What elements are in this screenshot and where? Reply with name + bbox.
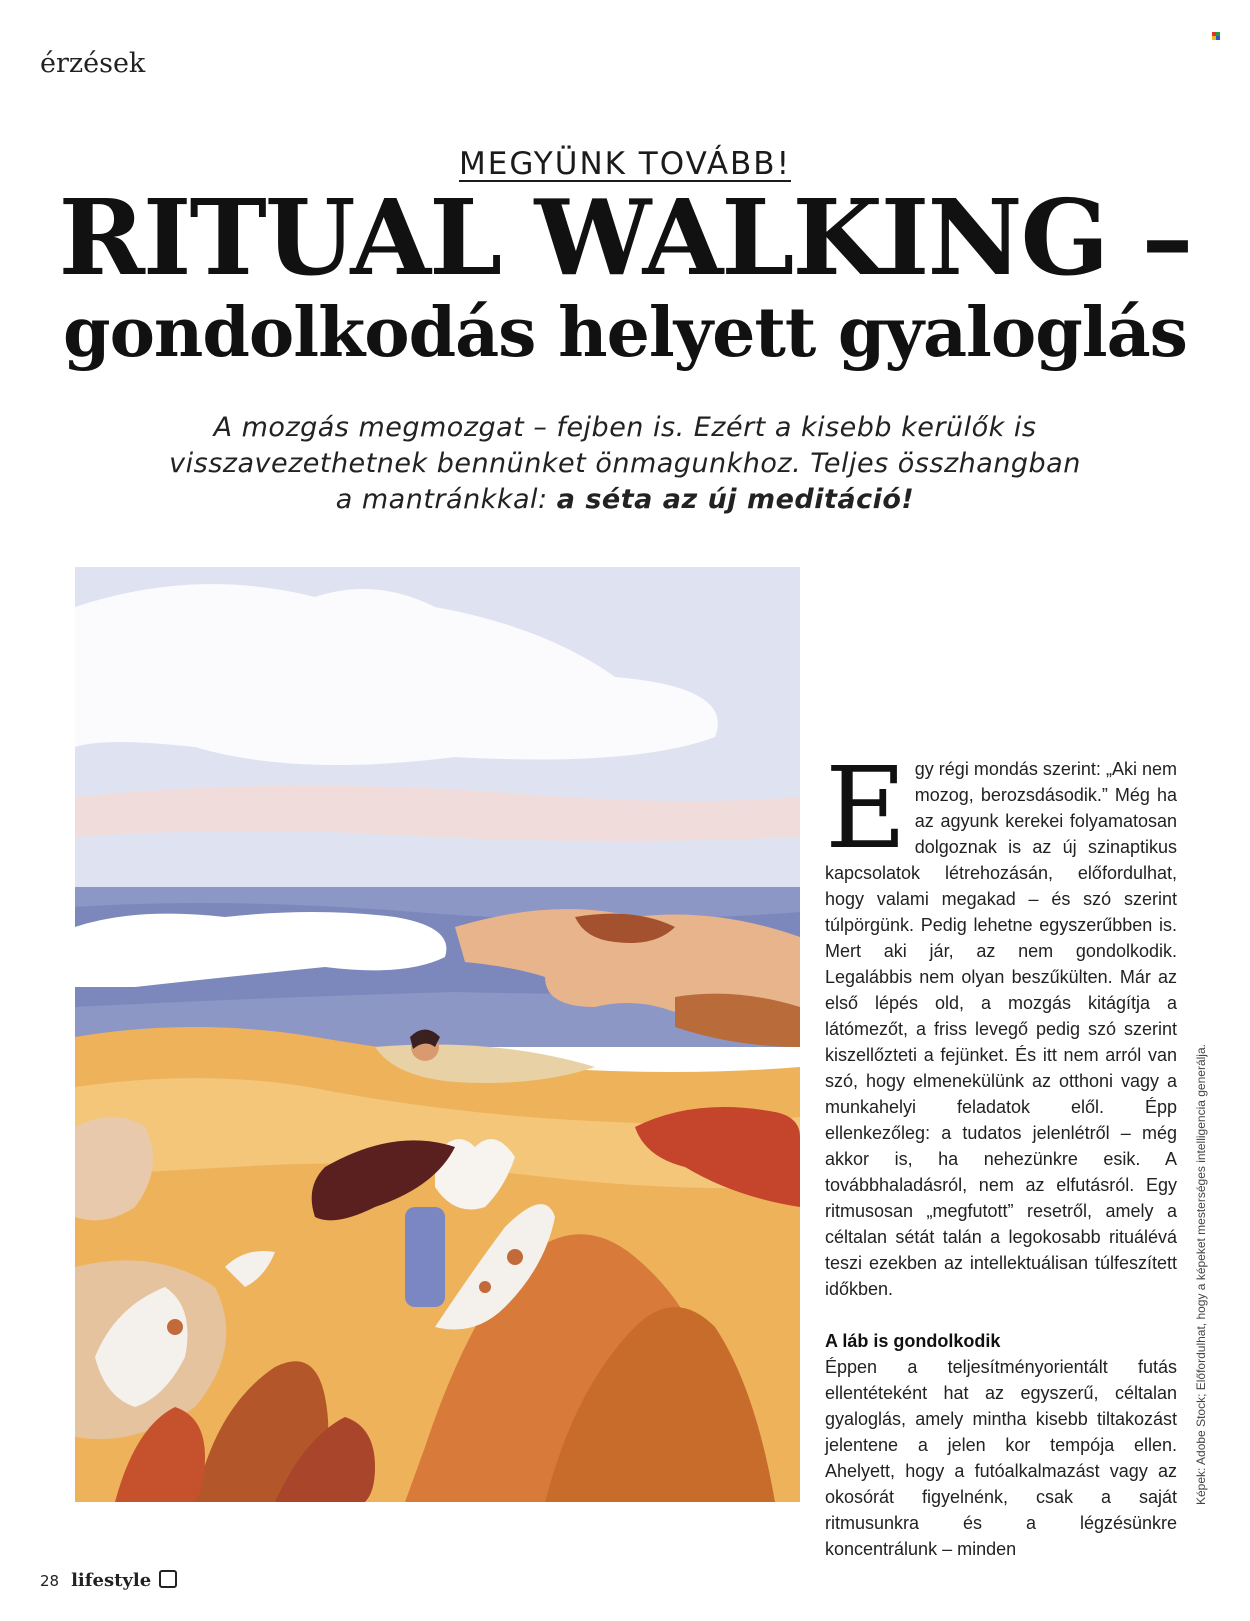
magazine-brand: lifestyle xyxy=(71,1570,152,1591)
dropcap: E xyxy=(825,744,907,874)
lead-text: A mozgás megmozgat – fejben is. Ezért a kisebb kerülők is visszavezethetnek bennünket önmagunkhoz. Teljes összhangban a mantránkkal: xyxy=(169,412,1081,515)
image-credit: Képek: Adobe Stock; Előfordulhat, hogy a képeket mesterséges intelligencia generálja. xyxy=(1194,1044,1208,1505)
lead-bold-text: a séta az új meditáció! xyxy=(556,484,915,515)
color-mark-icon xyxy=(1212,32,1220,40)
headline-line-1: RITUAL WALKING – xyxy=(58,176,1192,299)
kicker-text: MEGYÜNK TOVÁBB! xyxy=(459,146,791,182)
body-column xyxy=(825,744,1177,1562)
subheading: A láb is gondolkodik xyxy=(825,1331,1001,1351)
body-paragraph-1: gy régi mondás szerint: „Aki nem mozog, berozsdásodik.” Még ha az agyunk kerekei folyamatosan dolgoznak is az új szinaptikus kapcsolatok létrehozásán, előfordulhat, hogy valami megakad – és szó szerint túlpörgünk. Pedig lehetne egyszerűbben is. Mert aki jár, az nem gondolkodik. Legalábbis nem olyan beszűkülten. Már az első lépés old, a mozgás kitágítja a látómezőt, a friss levegő pedig szó szerint kiszellőzteti a fejünket. És itt nem arról van szó, hogy elmenekülünk az otthoni vagy a munkahelyi feladatok elől. Épp ellenkezőleg: a tudatos jelenlétről – még akkor is, ha nehezünkre esik. A továbbhaladásról, nem az elfutásról. Egy ritmusosan „megfutott” resetről, amely a céltalan sétát talán a legokosabb rituálévá teszi ezekben az intellektuálisan túlfeszített időkben. xyxy=(825,759,1177,1299)
headline-line-2: gondolkodás helyett gyaloglás xyxy=(63,293,1187,373)
page-number: 28 xyxy=(40,1572,60,1590)
brand-logo-icon xyxy=(159,1570,177,1588)
body-paragraph-2: Éppen a teljesítményorientált futás ellentéteként hat az egyszerű, céltalan gyaloglás, amely mintha kisebb tiltakozást jelentene a jelen kor tempója ellen. Ahelyett, hogy a futóalkalmazást vagy az okosórát figyelnénk, csak a saját ritmusunkra és a légzésünkre koncentrálunk – minden xyxy=(825,1357,1177,1559)
lead-paragraph xyxy=(160,410,1090,518)
walking-illustration xyxy=(75,567,800,1502)
section-label: érzések xyxy=(40,48,146,79)
page-footer xyxy=(40,1568,177,1591)
